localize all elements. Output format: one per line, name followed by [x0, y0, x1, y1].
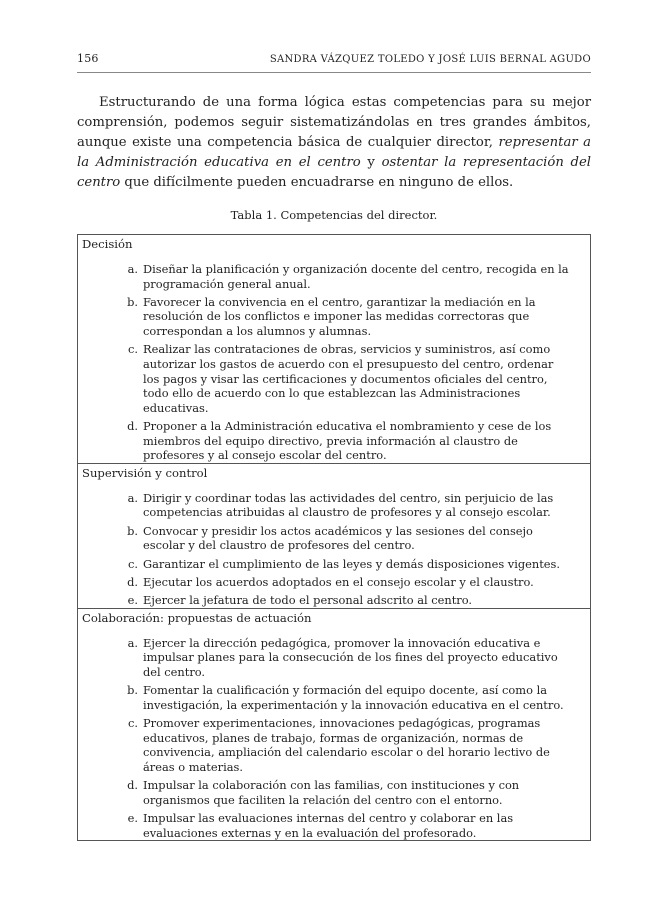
item-text: Convocar y presidir los actos académicos y las sesiones del consejo escolar y del claustro de profesores del centro.: [143, 523, 533, 553]
item-text: Ejercer la dirección pedagógica, promover la innovación educativa e impulsar planes para la consecución de los fines del proyecto educativo del centro.: [143, 635, 558, 679]
item-letter: e.: [127, 810, 138, 825]
item-letter: d.: [127, 419, 138, 433]
item-letter: d.: [127, 778, 138, 793]
list-item: [78, 593, 570, 608]
table-section-collaboration: [78, 608, 590, 840]
list-item: [78, 636, 570, 680]
item-letter: a.: [127, 490, 138, 505]
section-items: [78, 626, 590, 840]
list-item: [78, 716, 570, 774]
table-caption: Tabla 1. Competencias del director.: [230, 208, 438, 222]
competencies-table: [77, 234, 591, 841]
intro-italic-2: ostentar la representación del centro: [77, 155, 592, 190]
item-letter: c.: [127, 556, 138, 571]
item-text: Impulsar la colaboración con las familias, con instituciones y con organismos que faciliten la relación del centro con el entorno.: [143, 778, 520, 807]
item-letter: b.: [127, 683, 138, 698]
item-text: Ejercer la jefatura de todo el personal adscrito al centro.: [143, 593, 473, 608]
table-section-decision: [78, 235, 590, 463]
item-letter: b.: [127, 523, 138, 538]
intro-italic-1: representar a la Administración educativa en el centro: [77, 135, 591, 170]
item-letter: b.: [127, 294, 138, 309]
table-section-supervision: [78, 463, 590, 608]
list-item: [78, 557, 570, 572]
running-header: [77, 52, 591, 65]
intro-paragraph: [77, 93, 591, 193]
item-text: Dirigir y coordinar todas las actividades del centro, sin perjuicio de las competencias atribuidas al claustro de profesores y al consejo escolar.: [143, 490, 554, 520]
intro-text-3: que difícilmente pueden encuadrarse en ninguno de ellos.: [120, 175, 514, 190]
list-item: [78, 811, 570, 840]
section-items: [78, 252, 590, 463]
section-items: [78, 481, 590, 608]
running-header-authors: SANDRA VÁZQUEZ TOLEDO Y JOSÉ LUIS BERNAL AGUDO: [269, 54, 591, 65]
item-text: Diseñar la planificación y organización docente del centro, recogida en la programación general anual.: [143, 262, 569, 291]
item-text: Promover experimentaciones, innovaciones pedagógicas, programas educativos, planes de trabajo, formas de organización, normas de convivencia, ampliación del calendario escolar o del horario lectivo de áreas o materias.: [143, 716, 550, 774]
item-text: Realizar las contrataciones de obras, servicios y suministros, así como autorizar los gastos de acuerdo con el presupuesto del centro, ordenar los pagos y visar las certificaciones y documentos oficiales del centro, todo ello de acuerdo con lo que establezcan las Administraciones educativas.: [143, 342, 554, 415]
list-item: [78, 262, 570, 291]
list-item: [78, 575, 570, 590]
item-letter: d.: [127, 574, 138, 589]
list-item: [78, 683, 570, 712]
item-text: Proponer a la Administración educativa el nombramiento y cese de los miembros del equipo directivo, previa información al claustro de profesores y al consejo escolar del centro.: [143, 419, 552, 463]
section-title: Colaboración: propuestas de actuación: [82, 610, 312, 625]
list-item: [78, 295, 570, 339]
item-letter: e.: [127, 593, 138, 608]
item-letter: c.: [127, 716, 138, 731]
item-letter: a.: [127, 635, 138, 650]
item-text: Garantizar el cumplimiento de las leyes y demás disposiciones vigentes.: [143, 556, 561, 571]
intro-text-1: Estructurando de una forma lógica estas competencias para su mejor comprensión, podemos seguir sistematizándolas en tres grandes ámbitos, aunque existe una competencia básica de cualquier director,: [77, 95, 591, 150]
section-title: Supervisión y control: [82, 465, 208, 480]
item-text: Ejecutar los acuerdos adoptados en el consejo escolar y el claustro.: [143, 574, 534, 589]
item-text: Fomentar la cualificación y formación del equipo docente, así como la investigación, la experimentación y la innovación educativa en el centro.: [143, 683, 564, 712]
item-text: Impulsar las evaluaciones internas del centro y colaborar en las evaluaciones externas y en la evaluación del profesorado.: [143, 810, 514, 840]
header-rule: [77, 72, 591, 73]
item-letter: c.: [127, 342, 138, 357]
list-item: [78, 524, 570, 553]
item-letter: a.: [127, 262, 138, 276]
list-item: [78, 778, 570, 807]
list-item: [78, 491, 570, 520]
item-text: Favorecer la convivencia en el centro, garantizar la mediación en la resolución de los conflictos e imponer las medidas correctoras que correspondan a los alumnos y alumnas.: [143, 294, 536, 339]
section-title: Decisión: [82, 237, 133, 251]
list-item: [78, 342, 570, 415]
page-number: 156: [77, 52, 99, 65]
intro-text-2: y: [360, 155, 382, 170]
list-item: [78, 419, 570, 463]
